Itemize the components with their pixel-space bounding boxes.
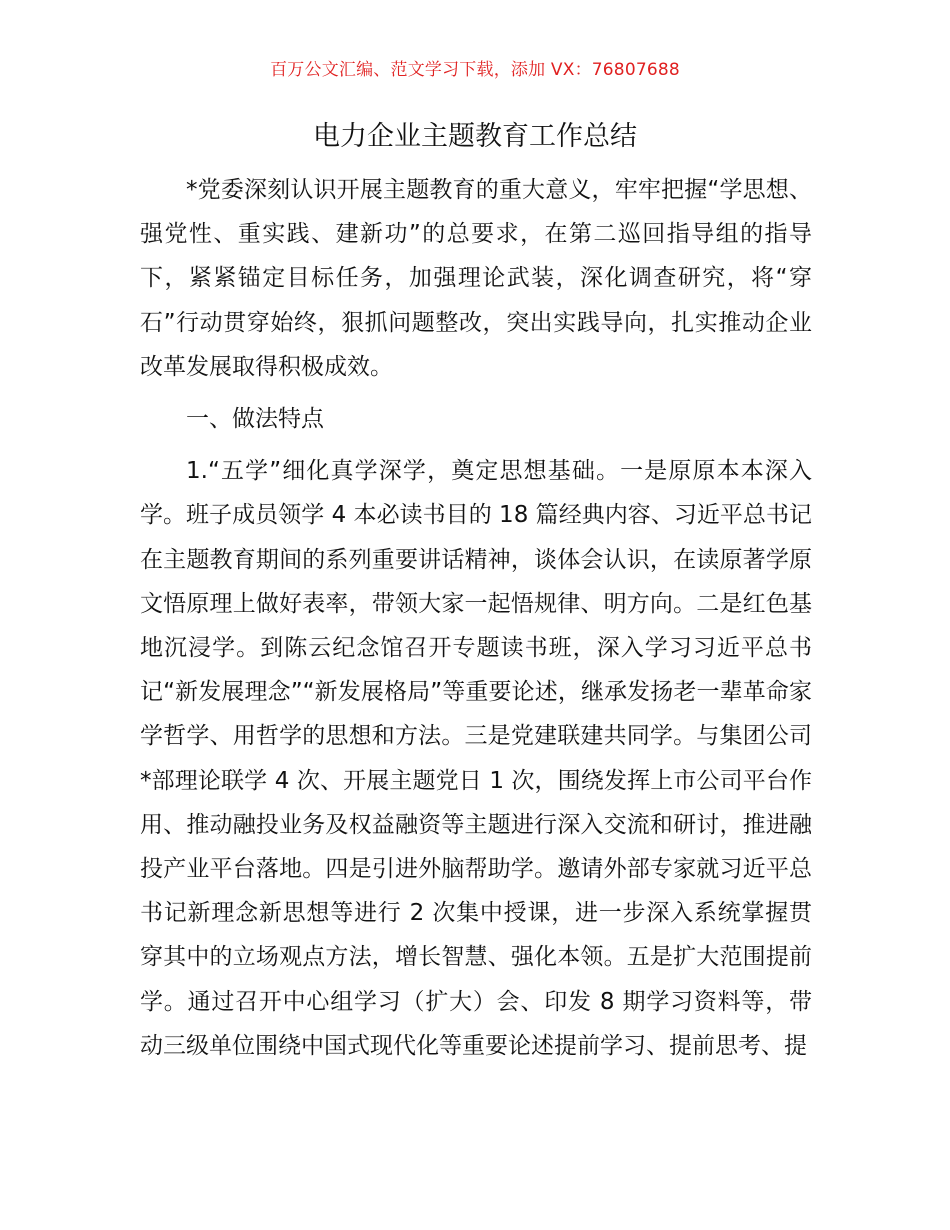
body-paragraph: 1.“五学”细化真学深学，奠定思想基础。一是原原本本深入学。班子成员领学 4 本必读书目的 18 篇经典内容、习近平总书记在主题教育期间的系列重要讲话精神，谈体会认识，在读原著学原文悟原理上做好表率，带领大家一起悟规律、明方向。二是红色基地沉浸学。到陈云纪念馆召开专题读书班，深入学习习近平总书记“新发展理念”“新发展格局”等重要论述，继承发扬老一辈革命家学哲学、用哲学的思想和方法。三是党建联建共同学。与集团公司*部理论联学 4 次、开展主题党日 1 次，围绕发挥上市公司平台作用、推动融投业务及权益融资等主题进行深入交流和研讨，推进融投产业平台落地。四是引进外脑帮助学。邀请外部专家就习近平总书记新理念新思想等进行 2 次集中授课，进一步深入系统掌握贯穿其中的立场观点方法，增长智慧、强化本领。五是扩大范围提前学。通过召开中心组学习（扩大）会、印发 8 期学习资料等，带动三级单位围绕中国式现代化等重要论述提前学习、提前思考、提	[140, 458, 812, 1059]
document-body	[140, 168, 812, 1068]
section-heading: 一、做法特点	[186, 406, 324, 433]
intro-paragraph: *党委深刻认识开展主题教育的重大意义，牢牢把握“学思想、强党性、重实践、建新功”的总要求，在第二巡回指导组的指导下，紧紧锚定目标任务，加强理论武装，深化调查研究，将“穿石”行动贯穿始终，狠抓问题整改，突出实践导向，扎实推动企业改革发展取得积极成效。	[140, 177, 812, 380]
download-banner: 百万公文汇编、范文学习下载，添加 VX：76807688	[270, 60, 680, 80]
document-title: 电力企业主题教育工作总结	[313, 121, 637, 152]
